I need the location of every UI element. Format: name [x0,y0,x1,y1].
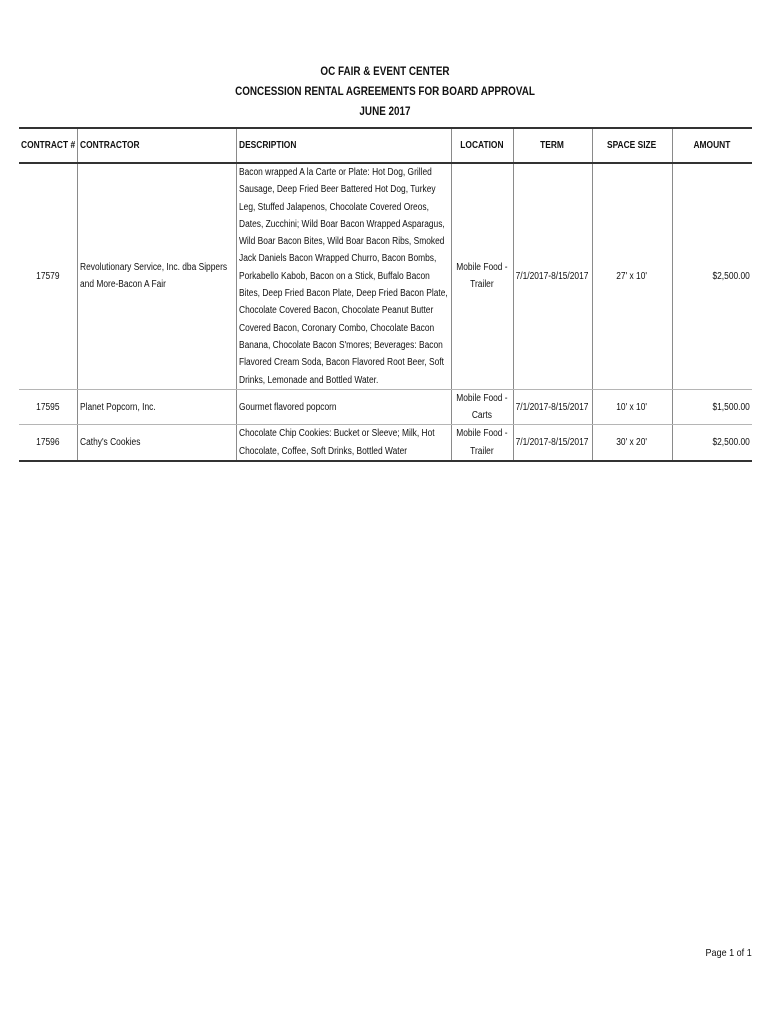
cell-amount: $2,500.00 [672,425,752,461]
cell-description: Chocolate Chip Cookies: Bucket or Sleeve; Milk, Hot Chocolate, Coffee, Soft Drinks, Bottled Water [236,425,451,461]
report-period: JUNE 2017 [359,106,411,118]
table-row [19,163,752,389]
cell-contract: 17596 [19,425,77,461]
cell-location: Mobile Food - Trailer [451,425,513,461]
report-title: CONCESSION RENTAL AGREEMENTS FOR BOARD APPROVAL [235,86,535,98]
cell-amount: $1,500.00 [672,389,752,425]
cell-space-size: 27' x 10' [592,163,672,389]
organization-title: OC FAIR & EVENT CENTER [320,66,450,78]
table-row [19,425,752,461]
column-header-amount: AMOUNT [672,128,752,163]
cell-contractor: Planet Popcorn, Inc. [77,389,236,425]
concession-agreements-table [19,127,752,462]
cell-space-size: 30' x 20' [592,425,672,461]
cell-term: 7/1/2017-8/15/2017 [513,425,592,461]
cell-description: Bacon wrapped A la Carte or Plate: Hot Dog, Grilled Sausage, Deep Fried Beer Battered Hot Dog, Turkey Leg, Stuffed Jalapenos, Chocolate Covered Oreos, Dates, Zucchini; Wild Boar Bacon Wrapped Asparagus, Wild Boar Bacon Bites, Wild Boar Bacon Ribs, Smoked Jack Daniels Bacon Wrapped Churro, Bacon Bombs, Porkabello Kabob, Bacon on a Stick, Buffalo Bacon Bites, Deep Fried Bacon Plate, Deep Fried Bacon Plate, Chocolate Covered Bacon, Chocolate Peanut Butter Covered Bacon, Coronary Combo, Chocolate Bacon Banana, Chocolate Bacon S'mores; Beverages: Bacon Flavored Cream Soda, Bacon Flavored Root Beer, Soft Drinks, Lemonade and Bottled Water. [236,163,451,389]
column-header-contractor: CONTRACTOR [77,128,236,163]
cell-amount: $2,500.00 [672,163,752,389]
cell-space-size: 10' x 10' [592,389,672,425]
page-header [54,62,716,122]
column-header-contract: CONTRACT # [19,128,77,163]
cell-description: Gourmet flavored popcorn [236,389,451,425]
table-header-row [19,128,752,163]
column-header-term: TERM [513,128,592,163]
cell-contractor: Cathy's Cookies [77,425,236,461]
column-header-description: DESCRIPTION [236,128,451,163]
cell-contract: 17595 [19,389,77,425]
cell-term: 7/1/2017-8/15/2017 [513,163,592,389]
cell-contract: 17579 [19,163,77,389]
cell-contractor: Revolutionary Service, Inc. dba Sippers and More-Bacon A Fair [77,163,236,389]
column-header-space-size: SPACE SIZE [592,128,672,163]
cell-location: Mobile Food - Trailer [451,163,513,389]
page-number: Page 1 of 1 [705,947,752,959]
cell-location: Mobile Food - Carts [451,389,513,425]
column-header-location: LOCATION [451,128,513,163]
cell-term: 7/1/2017-8/15/2017 [513,389,592,425]
table-row [19,389,752,425]
